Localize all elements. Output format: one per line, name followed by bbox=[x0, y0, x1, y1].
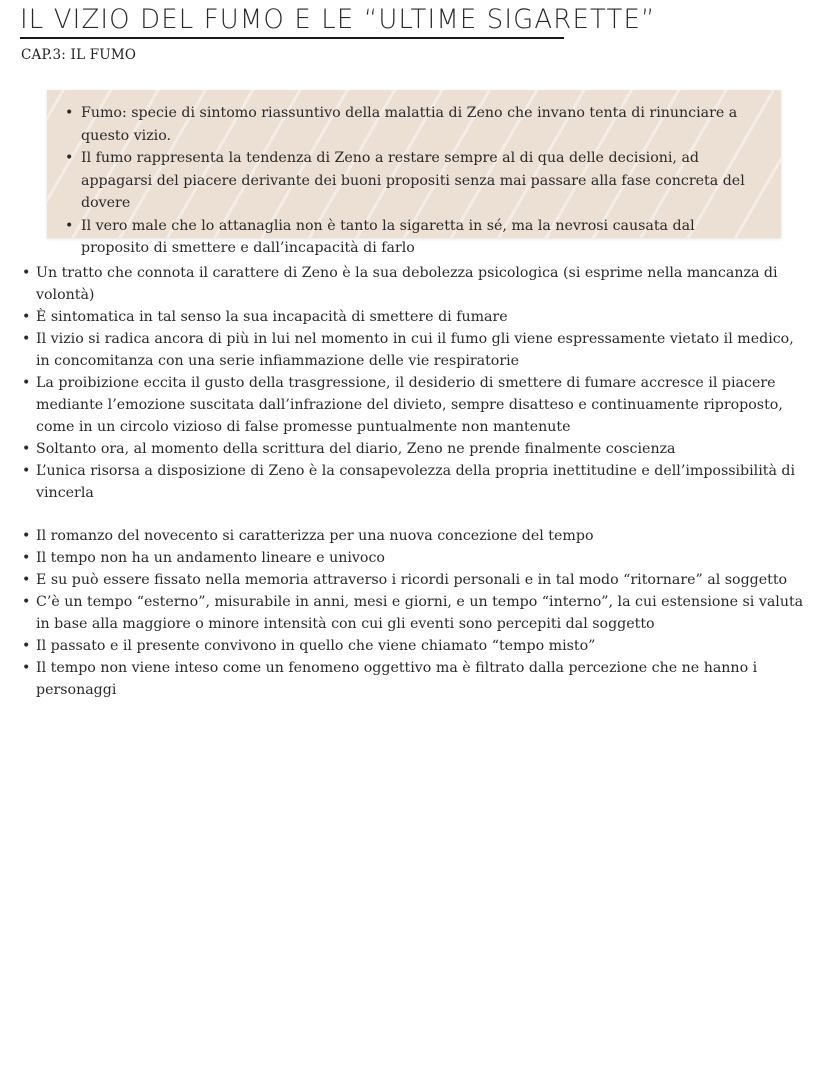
note-bullet-list bbox=[47, 90, 781, 260]
bullet-icon: • bbox=[22, 441, 31, 457]
list-item bbox=[65, 215, 761, 260]
list-item bbox=[22, 569, 806, 591]
bullet-icon: • bbox=[22, 309, 31, 325]
list-item-text: L’unica risorsa a disposizione di Zeno è la consapevolezza della propria inettitudine e dell’impossibilità di vincerla bbox=[36, 463, 796, 501]
bullet-icon: • bbox=[22, 638, 31, 654]
list-item bbox=[22, 438, 806, 460]
list-item-text: È sintomatica in tal senso la sua incapacità di smettere di fumare bbox=[36, 309, 508, 325]
bullet-icon: • bbox=[22, 331, 31, 347]
bullet-icon: • bbox=[65, 150, 74, 166]
list-item bbox=[22, 328, 806, 372]
highlight-note-box bbox=[47, 90, 781, 256]
list-item bbox=[22, 635, 806, 657]
bullet-icon: • bbox=[22, 265, 31, 281]
list-item bbox=[65, 102, 761, 147]
list-item-text: Il passato e il presente convivono in quello che viene chiamato “tempo misto” bbox=[36, 638, 596, 654]
list-item bbox=[22, 591, 806, 635]
list-item-text: Il romanzo del novecento si caratterizza per una nuova concezione del tempo bbox=[36, 528, 594, 544]
list-item-text: Soltanto ora, al momento della scrittura del diario, Zeno ne prende finalmente coscienza bbox=[36, 441, 676, 457]
list-item bbox=[22, 460, 806, 504]
list-item-text: La proibizione eccita il gusto della trasgressione, il desiderio di smettere di fumare accresce il piacere mediante l’emozione suscitata dall’infrazione del divieto, sempre disatteso e continuamente riproposto, come in un circolo vizioso di false promesse puntualmente non mantenute bbox=[36, 375, 783, 435]
list-item bbox=[22, 262, 806, 306]
chapter-heading: CAP.3: IL FUMO bbox=[21, 47, 137, 63]
list-item-text: Il tempo non ha un andamento lineare e univoco bbox=[36, 550, 385, 566]
bullet-icon: • bbox=[22, 528, 31, 544]
bullet-icon: • bbox=[22, 572, 31, 588]
bullet-icon: • bbox=[22, 594, 31, 610]
list-item-text: Il vero male che lo attanaglia non è tanto la sigaretta in sé, ma la nevrosi causata dal proposito di smettere e dall’incapacità di farlo bbox=[81, 217, 695, 256]
list-item bbox=[22, 547, 806, 569]
list-item bbox=[22, 306, 806, 328]
list-item bbox=[65, 147, 761, 215]
bullet-icon: • bbox=[22, 375, 31, 391]
list-item bbox=[22, 525, 806, 547]
bullet-icon: • bbox=[22, 660, 31, 676]
bullet-icon: • bbox=[65, 217, 74, 234]
list-item-text: Un tratto che connota il carattere di Zeno è la sua debolezza psicologica (si esprime nella mancanza di volontà) bbox=[36, 265, 778, 303]
zeno-bullet-list bbox=[22, 262, 806, 504]
list-item-text: Il fumo rappresenta la tendenza di Zeno a restare sempre al di qua delle decisioni, ad appagarsi del piacere derivante dei buoni propositi senza mai passare alla fase concreta del dovere bbox=[81, 150, 745, 211]
list-item bbox=[22, 372, 806, 438]
title-underline bbox=[20, 37, 564, 39]
list-item bbox=[22, 657, 806, 701]
bullet-icon: • bbox=[65, 105, 74, 121]
list-item-text: Il tempo non viene inteso come un fenomeno oggettivo ma è filtrato dalla percezione che ne hanno i personaggi bbox=[36, 660, 758, 698]
list-item-text: C’è un tempo “esterno”, misurabile in anni, mesi e giorni, e un tempo “interno”, la cui estensione si valuta in base alla maggiore o minore intensità con cui gli eventi sono percepiti dal soggetto bbox=[36, 594, 804, 632]
list-item-text: E su può essere fissato nella memoria attraverso i ricordi personali e in tal modo “ritornare” al soggetto bbox=[36, 572, 788, 588]
document-title: IL VIZIO DEL FUMO E LE “ULTIME SIGARETTE” bbox=[20, 4, 656, 35]
bullet-icon: • bbox=[22, 463, 31, 479]
list-item-text: Fumo: specie di sintomo riassuntivo della malattia di Zeno che invano tenta di rinunciare a questo vizio. bbox=[81, 105, 738, 144]
list-item-text: Il vizio si radica ancora di più in lui nel momento in cui il fumo gli viene espressamente vietato il medico, in concomitanza con una serie infiammazione delle vie respiratorie bbox=[36, 331, 794, 369]
tempo-bullet-list bbox=[22, 525, 806, 701]
bullet-icon: • bbox=[22, 550, 31, 566]
